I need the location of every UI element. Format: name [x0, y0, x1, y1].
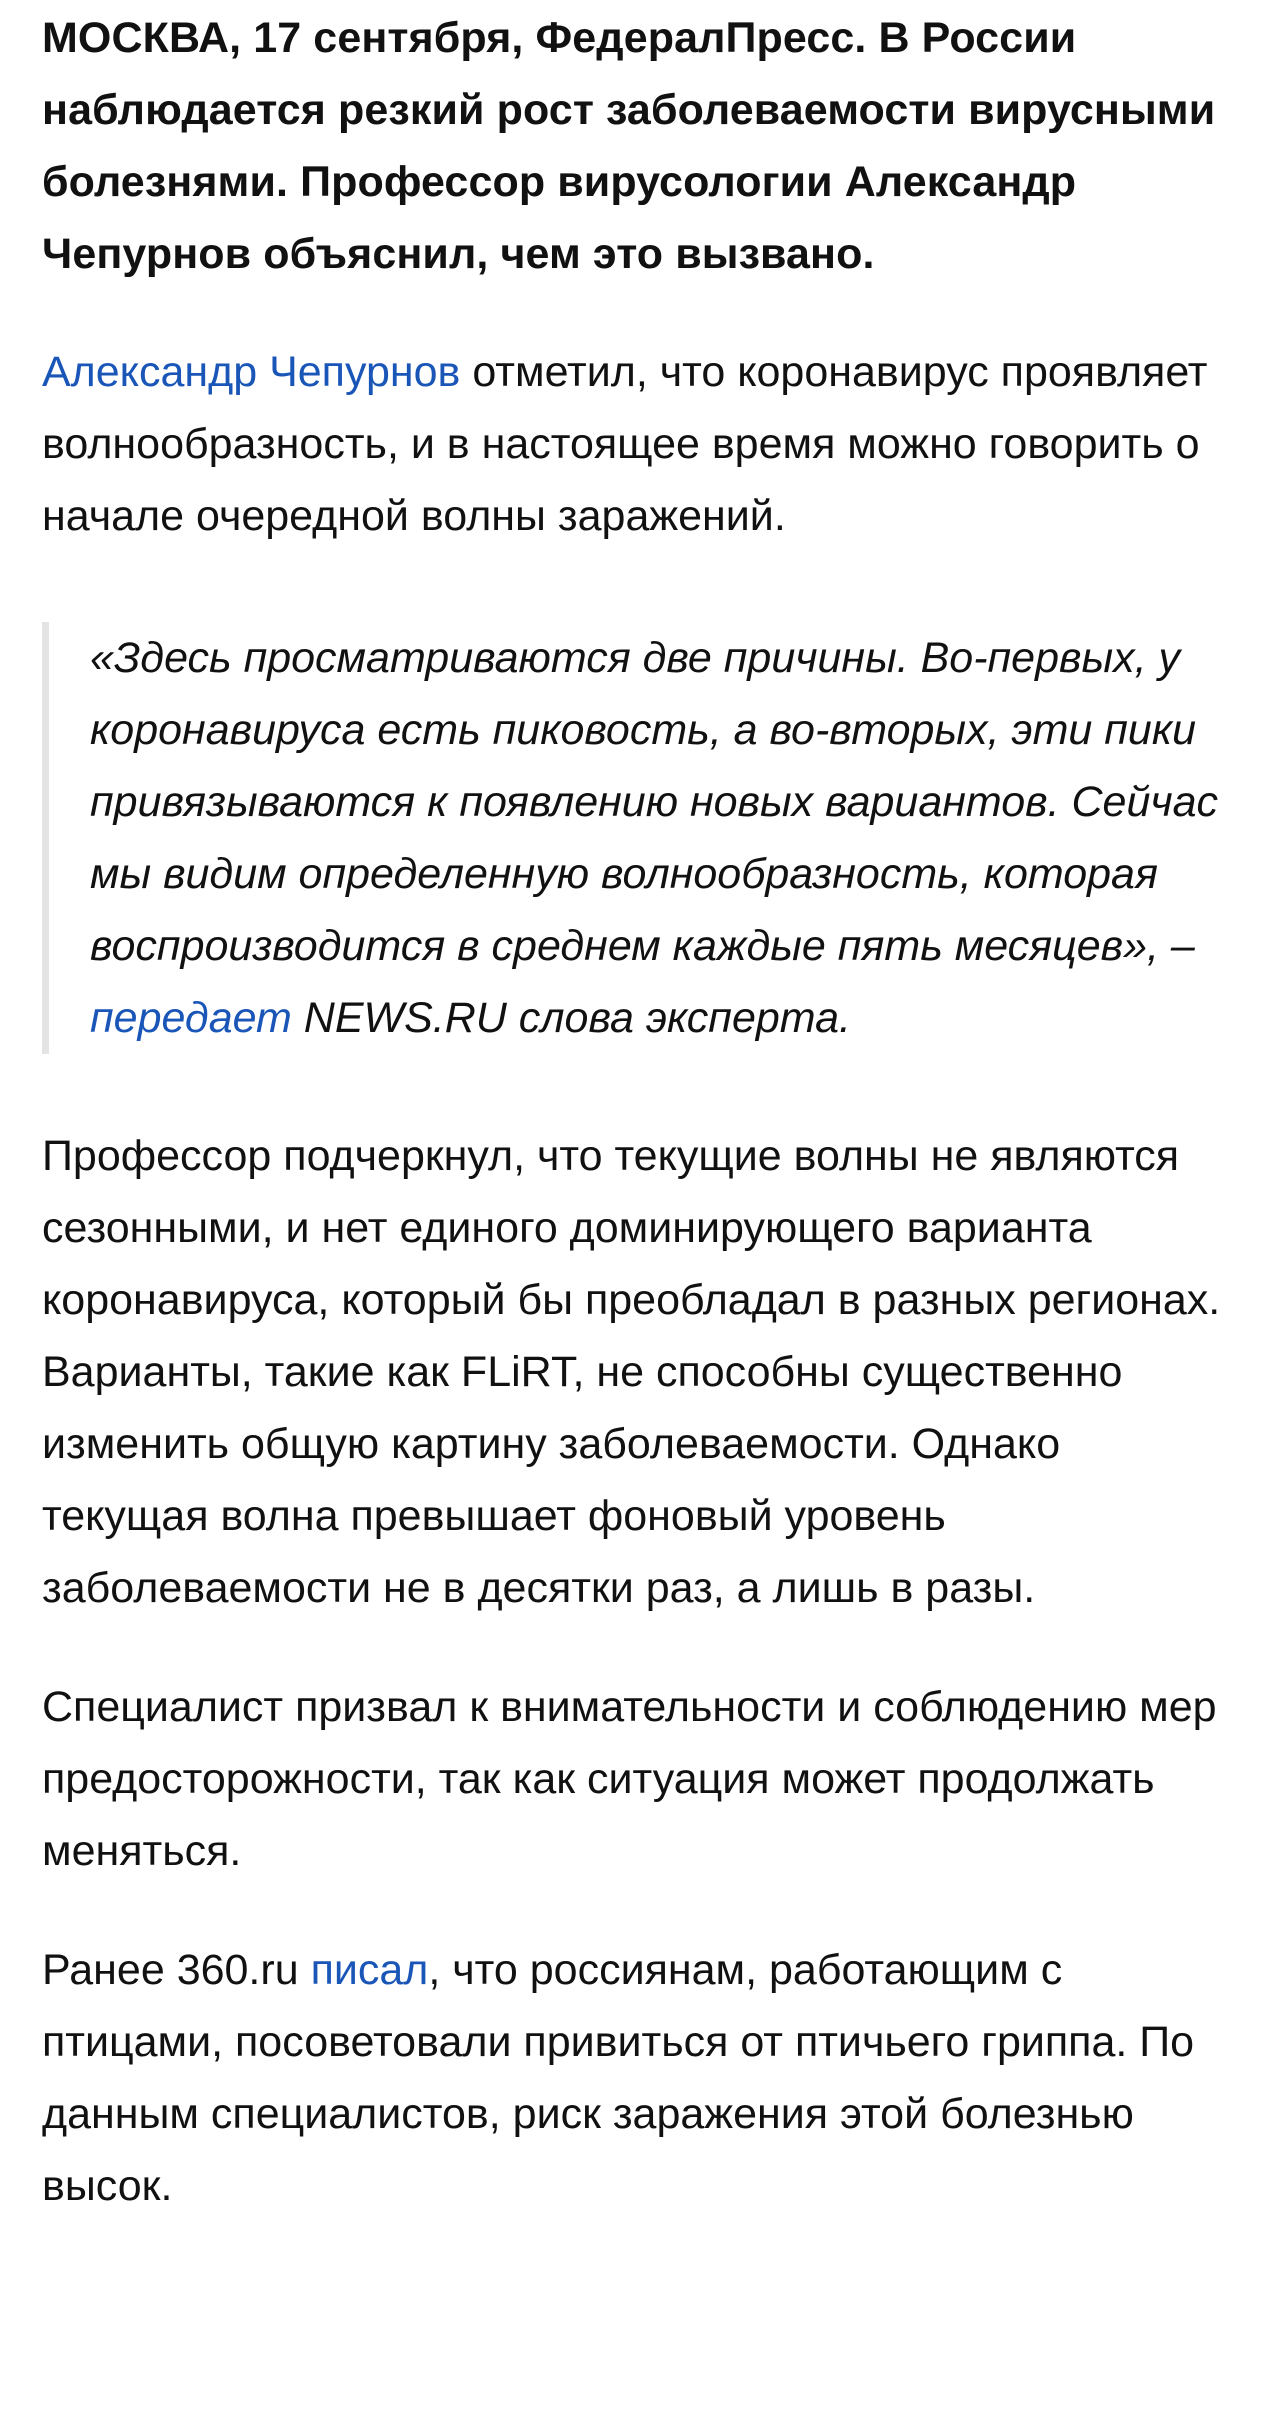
paragraph-4-after: , что россиянам, работающим с птицами, посоветовали привиться от птичьего гриппа. По данным специалистов, риск заражения этой болезнью высок. — [42, 1946, 1195, 2210]
paragraph-4 — [42, 1934, 1236, 2222]
paragraph-2: Профессор подчеркнул, что текущие волны не являются сезонными, и нет единого доминирующего варианта коронавируса, который бы преобладал в разных регионах. Варианты, такие как FLiRT, не способны существенно изменить общую картину заболеваемости. Однако текущая волна превышает фоновый уровень заболеваемости не в десятки раз, а лишь в разы. — [42, 1132, 1221, 1612]
expert-quote — [42, 622, 1236, 1054]
paragraph-4-before: Ранее 360.ru — [42, 1946, 311, 1994]
paragraph-3: Специалист призвал к внимательности и соблюдению мер предосторожности, так как ситуация может продолжать меняться. — [42, 1683, 1217, 1875]
article-lead: МОСКВА, 17 сентября, ФедералПресс. В России наблюдается резкий рост заболеваемости вирусными болезнями. Профессор вирусологии Александр Чепурнов объяснил, чем это вызвано. — [42, 14, 1216, 278]
quote-text: «Здесь просматриваются две причины. Во-первых, у коронавируса есть пиковость, а во-вторых, эти пики привязываются к появлению новых вариантов. Сейчас мы видим определенную волнообразность, которая воспроизводится в среднем каждые пять месяцев», – — [90, 634, 1219, 970]
related-article-link[interactable]: писал — [310, 1946, 429, 1994]
author-link[interactable]: Александр Чепурнов — [42, 348, 461, 396]
paragraph-1 — [42, 336, 1236, 552]
paragraph-1-text: отметил, что коронавирус проявляет волнообразность, и в настоящее время можно говорить о начале очередной волны заражений. — [42, 348, 1208, 540]
source-link[interactable]: передает — [90, 994, 292, 1042]
quote-tail: NEWS.RU слова эксперта. — [291, 994, 851, 1042]
